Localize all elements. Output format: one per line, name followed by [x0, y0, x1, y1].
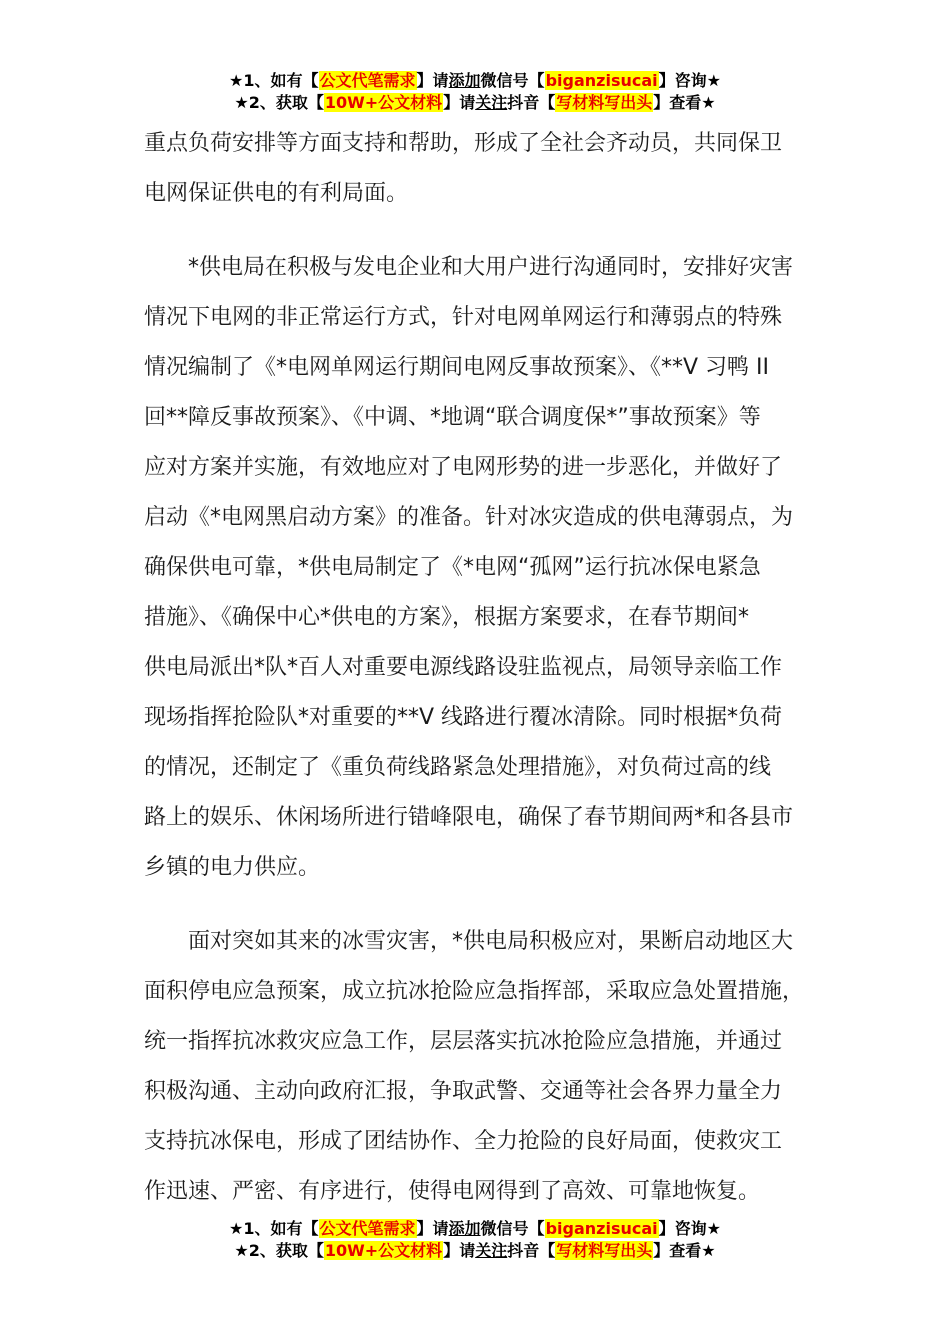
banner-text: ★2、获取【 [234, 93, 324, 112]
banner-text: 微信号【 [480, 71, 545, 90]
banner-text: 】咨询★ [658, 1219, 721, 1238]
banner-underline-text: 添加 [448, 71, 481, 90]
footer-banner [0, 1218, 950, 1262]
banner-line-1 [0, 1218, 950, 1240]
banner-highlight-wechat: biganzisucai [545, 71, 658, 90]
text-line: 电网保证供电的有利局面。 [144, 181, 409, 206]
text-line: 积极沟通、主动向政府汇报，争取武警、交通等社会各界力量全力 [144, 1079, 783, 1104]
banner-line-2 [0, 1240, 950, 1262]
banner-highlight-douyin: 写材料写出头 [556, 93, 653, 112]
text-line: 重点负荷安排等方面支持和帮助，形成了全社会齐动员，共同保卫 [144, 131, 783, 156]
text-line: 路上的娱乐、休闲场所进行错峰限电，确保了春节期间两*和各县市 [144, 805, 794, 830]
text-line: 现场指挥抢险队*对重要的**V 线路进行覆冰清除。同时根据*负荷 [144, 705, 783, 730]
text-line: 确保供电可靠，*供电局制定了《*电网“孤网”运行抗冰保电紧急 [144, 555, 761, 580]
banner-text: 】咨询★ [658, 71, 721, 90]
text-line: 启动《*电网黑启动方案》的准备。针对冰灾造成的供电薄弱点，为 [144, 505, 794, 530]
banner-highlight-materials: 10W+公文材料 [324, 1241, 443, 1260]
banner-text: 】查看★ [653, 1241, 716, 1260]
banner-text: 抖音【 [507, 1241, 556, 1260]
banner-underline-text: 添加 [448, 1219, 481, 1238]
banner-underline-text: 关注 [475, 93, 508, 112]
text-line: 情况编制了《*电网单网运行期间电网反事故预案》、《**V 习鸭 II [144, 355, 770, 380]
banner-underline-text: 关注 [475, 1241, 508, 1260]
banner-highlight-douyin: 写材料写出头 [556, 1241, 653, 1260]
banner-text: 】请 [416, 71, 449, 90]
document-body [144, 119, 824, 1217]
banner-text: 】请 [416, 1219, 449, 1238]
header-banner [0, 70, 950, 114]
banner-highlight-service: 公文代笔需求 [319, 71, 416, 90]
banner-highlight-wechat: biganzisucai [545, 1219, 658, 1238]
banner-line-1 [0, 70, 950, 92]
text-line: 的情况，还制定了《重负荷线路紧急处理措施》，对负荷过高的线 [144, 755, 772, 780]
banner-highlight-service: 公文代笔需求 [319, 1219, 416, 1238]
paragraph [144, 243, 824, 893]
paragraph [144, 119, 824, 219]
text-line: 供电局派出*队*百人对重要电源线路设驻监视点，局领导亲临工作 [144, 655, 783, 680]
banner-text: ★1、如有【 [229, 71, 319, 90]
banner-text: 】请 [443, 93, 476, 112]
banner-highlight-materials: 10W+公文材料 [324, 93, 443, 112]
banner-line-2 [0, 92, 950, 114]
text-line: 支持抗冰保电，形成了团结协作、全力抢险的良好局面，使救灾工 [144, 1129, 783, 1154]
banner-text: 】查看★ [653, 93, 716, 112]
text-line: 统一指挥抗冰救灾应急工作，层层落实抗冰抢险应急措施，并通过 [144, 1029, 783, 1054]
banner-text: ★1、如有【 [229, 1219, 319, 1238]
text-line: 情况下电网的非正常运行方式，针对电网单网运行和薄弱点的特殊 [144, 305, 783, 330]
text-line: *供电局在积极与发电企业和大用户进行沟通同时，安排好灾害 [188, 255, 794, 280]
text-line: 面积停电应急预案，成立抗冰抢险应急指挥部，采取应急处置措施， [144, 979, 805, 1004]
banner-text: ★2、获取【 [234, 1241, 324, 1260]
banner-text: 】请 [443, 1241, 476, 1260]
text-line: 应对方案并实施，有效地应对了电网形势的进一步恶化，并做好了 [144, 455, 783, 480]
banner-text: 微信号【 [480, 1219, 545, 1238]
text-line: 回**障反事故预案》、《中调、*地调“联合调度保*”事故预案》等 [144, 405, 761, 430]
text-line: 面对突如其来的冰雪灾害，*供电局积极应对，果断启动地区大 [188, 929, 794, 954]
text-line: 乡镇的电力供应。 [144, 855, 321, 880]
paragraph [144, 917, 824, 1217]
text-line: 作迅速、严密、有序进行，使得电网得到了高效、可靠地恢复。 [144, 1179, 761, 1204]
text-line: 措施》、《确保中心*供电的方案》，根据方案要求，在春节期间* [144, 605, 750, 630]
banner-text: 抖音【 [507, 93, 556, 112]
